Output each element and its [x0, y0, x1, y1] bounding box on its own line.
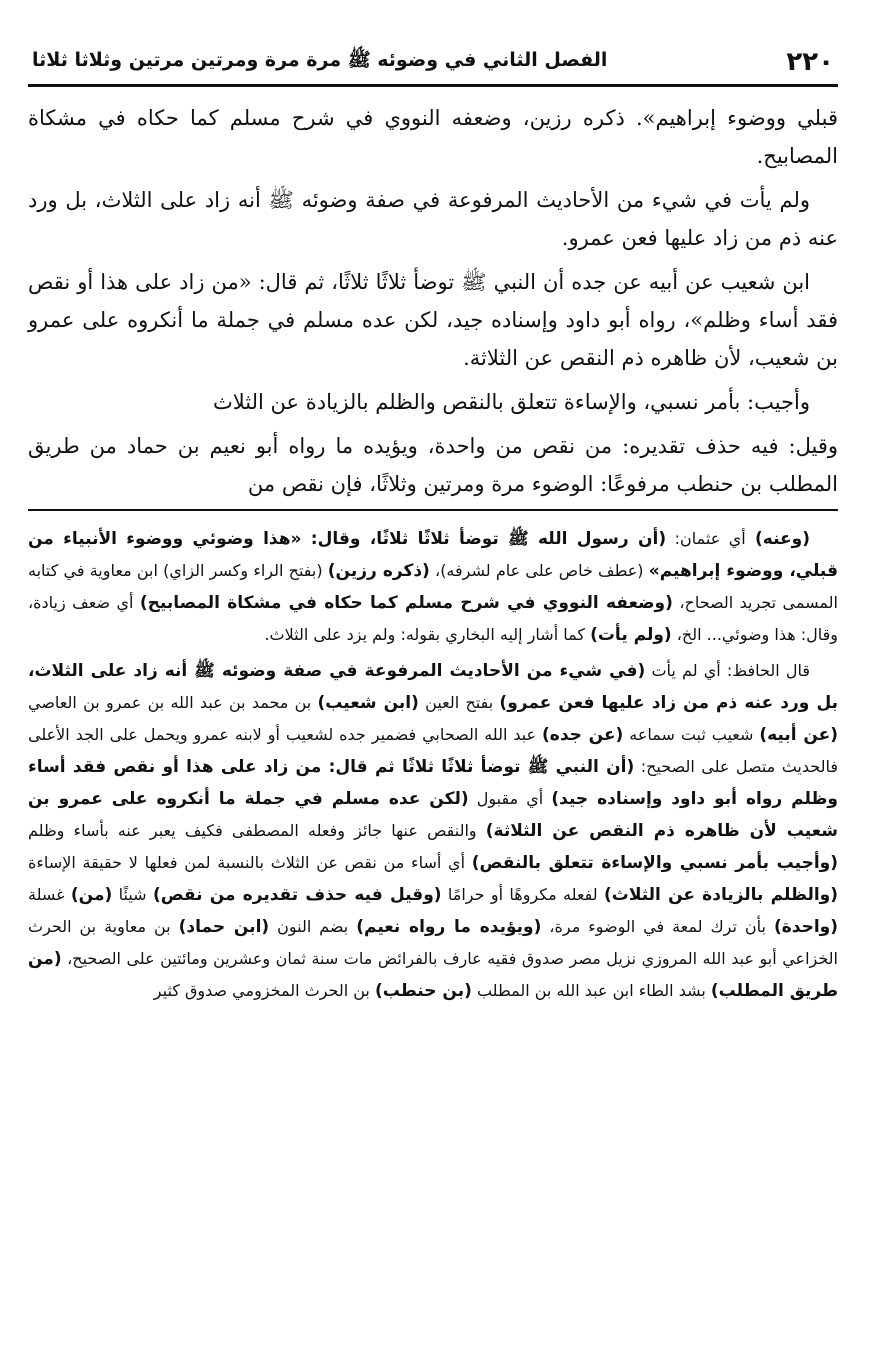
commentary-text: أي ضعف زيادة، وقال: هذا وضوئي... الخ،	[28, 593, 838, 644]
quoted-matn-text: (وقيل فيه حذف تقديره من نقص)	[152, 885, 442, 905]
main-paragraph-2: ولم يأت في شيء من الأحاديث المرفوعة في صفة وضوئه ﷺ أنه زاد على الثلاث، بل ورد عنه ذم من زاد عليها فعن عمرو.	[28, 188, 838, 250]
quoted-matn-text: (وضعفه النووي في شرح مسلم كما حكاه في مشكاة المصابيح)	[139, 593, 673, 613]
quoted-matn-text: (عن أبيه)	[759, 725, 839, 745]
main-paragraph-5: وقيل: فيه حذف تقديره: من نقص من واحدة، ويؤيده ما رواه أبو نعيم بن حماد من طريق المطلب بن حنطب مرفوعًا: الوضوء مرة ومرتين وثلاثًا، فإن نقص من	[28, 434, 838, 496]
commentary-text: شيئًا	[112, 885, 153, 904]
quoted-matn-text: (ابن شعيب)	[317, 693, 419, 713]
quoted-matn-text: (والظلم بالزيادة عن الثلاث)	[603, 885, 839, 905]
quoted-matn-text: (وأجيب بأمر نسبي والإساءة تتعلق بالنقص)	[471, 853, 838, 873]
main-text	[28, 87, 838, 503]
main-paragraph-1: قبلي ووضوء إبراهيم». ذكره رزين، وضعفه النووي في شرح مسلم كما حكاه في مشكاة المصابيح.	[28, 106, 838, 168]
commentary-text: أي أساء من نقص عن الثلاث بالنسبة لمن فعلها لا حقيقة الإساءة	[28, 853, 472, 872]
page-number: ٢٢٠	[786, 47, 834, 77]
commentary-text: كما أشار إليه البخاري بقوله: ولم يزد على الثلاث.	[264, 625, 591, 644]
quoted-matn-text: (أن النبي ﷺ توضأ ثلاثًا ثلاثًا ثم قال: من زاد على هذا أو نقص فقد أساء وظلم رواه أبو داود وإسناده جيد)	[28, 757, 838, 809]
commentary	[28, 523, 838, 1007]
commentary-text: بفتح العين	[418, 693, 500, 712]
quoted-matn-text: (لكن عده مسلم في جملة ما أنكروه على عمرو بن شعيب لأن ظاهره ذم النقص عن الثلاثة)	[28, 789, 838, 841]
main-paragraph-3: ابن شعيب عن أبيه عن جده أن النبي ﷺ توضأ ثلاثًا ثلاثًا، ثم قال: «من زاد على هذا أو نقص فقد أساء وظلم»، رواه أبو داود وإسناده جيد، لكن عده مسلم في جملة ما أنكروه على عمرو بن شعيب، لأن ظاهره ذم النقص عن الثلاثة.	[28, 270, 838, 370]
quoted-matn-text: (عن جده)	[542, 725, 624, 745]
page-header	[28, 40, 838, 87]
commentary-text: لفعله مكروهًا أو حرامًا	[441, 885, 604, 904]
quoted-matn-text: (وعنه)	[745, 529, 811, 549]
quoted-matn-text: (ذكره رزين)	[327, 561, 430, 581]
commentary-text: بن معاوية بن الحرث الخزاعي أبو عبد الله المروزي نزيل مصر صدوق فقيه عارف بالفرائض مات سنة ثمان وعشرين ومائتين على الصحيح،	[28, 917, 838, 968]
quoted-matn-text: (بن حنطب)	[374, 981, 472, 1001]
quoted-matn-text: (من)	[70, 885, 113, 905]
commentary-text: بن محمد بن عبد الله بن عمرو بن العاصي	[28, 693, 318, 712]
commentary-text: (عطف خاص على عام لشرفه)،	[429, 561, 649, 580]
quoted-matn-text: (من طريق المطلب)	[28, 949, 838, 1001]
commentary-paragraph-2	[28, 655, 838, 1007]
quoted-matn-text: (واحدة)	[773, 917, 838, 937]
book-page	[28, 40, 838, 1011]
commentary-text: شعيب ثبت سماعه	[623, 725, 760, 744]
quoted-matn-text: (أن رسول الله ﷺ توضأ ثلاثًا ثلاثًا، وقال: «هذا وضوئي ووضوء الأنبياء من قبلي، ووضوء إبراهيم»	[28, 529, 839, 581]
commentary-text: بشد الطاء ابن عبد الله بن المطلب	[471, 981, 711, 1000]
commentary-text: بن الحرث المخزومي صدوق كثير	[153, 981, 375, 1000]
quoted-matn-text: (ابن حماد)	[178, 917, 270, 937]
commentary-text: غسلة	[28, 885, 71, 904]
main-paragraph-4: وأجيب: بأمر نسبي، والإساءة تتعلق بالنقص والظلم بالزيادة عن الثلاث	[212, 390, 810, 414]
commentary-text: أي عثمان:	[666, 529, 746, 548]
commentary-text: قال الحافظ: أي لم يأت	[645, 661, 810, 680]
running-title: الفصل الثاني في وضوئه ﷺ مرة مرة ومرتين مرتين وثلاثا ثلاثا	[32, 49, 608, 71]
quoted-matn-text: (في شيء من الأحاديث المرفوعة في صفة وضوئه ﷺ أنه زاد على الثلاث، بل ورد عنه ذم من زاد عليها فعن عمرو)	[28, 661, 838, 713]
quoted-matn-text: (ويؤيده ما رواه نعيم)	[356, 917, 542, 937]
commentary-paragraph-1	[28, 523, 838, 651]
commentary-text: بضم النون	[269, 917, 357, 936]
commentary-text: أي مقبول	[468, 789, 552, 808]
commentary-text: بأن ترك لمعة في الوضوء مرة،	[541, 917, 774, 936]
commentary-text: عبد الله الصحابي فضمير جده لشعيب أو لابنه عمرو ويحمل على الجد الأعلى فالحديث متصل على الصحيح:	[28, 725, 838, 776]
commentary-text: (بفتح الراء وكسر الزاي) ابن معاوية في كتابه المسمى تجريد الصحاح،	[28, 561, 838, 612]
commentary-text: والنقص عنها جائز وفعله المصطفى فكيف يعبر عنه بأساء وظلم	[28, 821, 486, 840]
section-divider	[28, 509, 838, 511]
quoted-matn-text: (ولم يأت)	[590, 625, 672, 645]
